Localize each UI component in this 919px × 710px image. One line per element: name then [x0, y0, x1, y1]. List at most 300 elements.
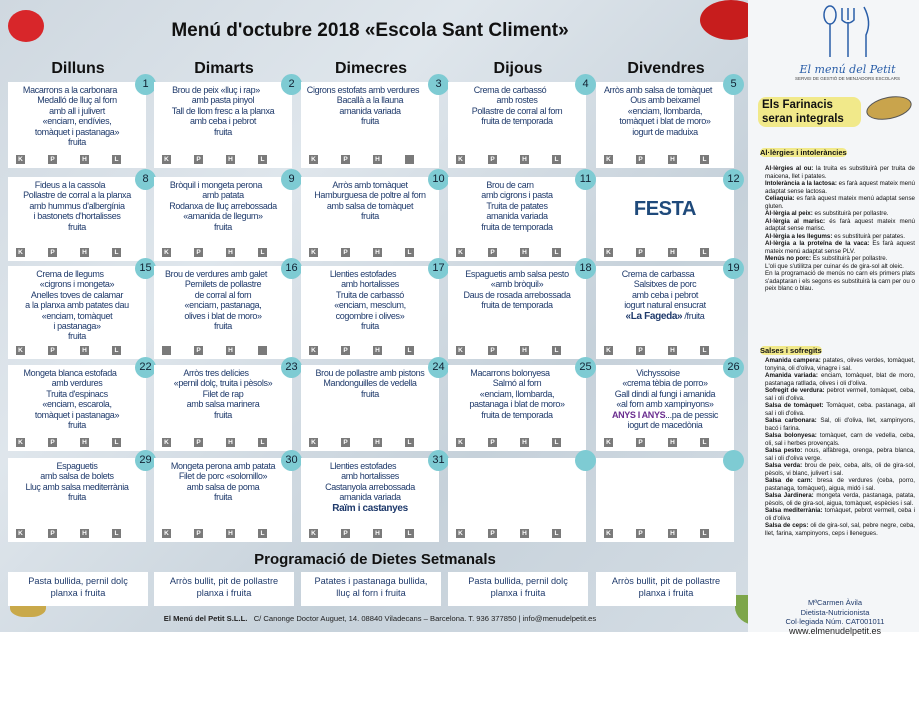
sauces-item	[765, 357, 915, 372]
allergen-badge: H	[373, 155, 382, 164]
menu-line: Crema de carbassa	[621, 269, 695, 279]
menu-line: amb all i julivert	[49, 105, 105, 116]
sauces-text: Tomàquet, ceba. pastanaga, all sal i oli d'oliva.	[765, 402, 916, 417]
allergen-badge: P	[194, 346, 203, 355]
menu-line: Tall de llom fresc a la planxa	[171, 105, 275, 116]
allergen-badge: K	[456, 346, 465, 355]
menu-line: Llenties estofades	[329, 461, 397, 471]
sauces-item	[765, 372, 915, 387]
sauces-text: oli de gira-sol, sal, pebre negre, ceba, llet, farina, xampinyons, ceps i llenegues.	[765, 522, 915, 537]
signature-role: Dietista-Nutricionista	[800, 607, 870, 617]
footer	[100, 614, 660, 623]
menu-line: Gall dindi al fungi i amanida	[614, 388, 716, 399]
allergen-badge: L	[405, 248, 414, 257]
allergen-badge: P	[48, 438, 57, 447]
sauces-label: Salsa de carn:	[765, 477, 813, 484]
menu-line	[598, 311, 732, 322]
diet-line: planxa i fruita	[50, 588, 106, 598]
allergen-badge: L	[112, 529, 121, 538]
allergen-badge: L	[405, 346, 414, 355]
day-cell	[596, 78, 737, 168]
day-number-badge	[723, 450, 744, 471]
menu-line: «enciam, mesclum,	[334, 300, 406, 311]
sauces-label: Salsa bolonyesa:	[765, 432, 817, 439]
menu-line: Mandonguilles de vedella	[323, 378, 417, 389]
allergen-badge: K	[162, 529, 171, 538]
allergen-badge: H	[373, 346, 382, 355]
menu-line: Truita de patates	[486, 200, 548, 211]
allergen-badge: K	[456, 529, 465, 538]
menu-line: Pollastre de corral a la planxa	[23, 190, 131, 201]
menu-line: fruita	[68, 331, 86, 342]
day-cell	[448, 262, 592, 359]
menu-line: «enciam, llombarda,	[479, 388, 555, 399]
menu-line: amb ceba i pebrot	[189, 116, 257, 127]
menu-line: tomàquet i blat de moro»	[619, 116, 711, 127]
menu-line: amb salsa marinera	[186, 399, 260, 410]
allergen-badge: H	[520, 346, 529, 355]
menu-line: pastanaga i blat de moro»	[469, 399, 565, 410]
menu-line: «amanida de llegum»	[183, 211, 263, 222]
allergen-badge: H	[668, 248, 677, 257]
menu-text	[450, 269, 584, 311]
page-title: Menú d'octubre 2018 «Escola Sant Climent»	[171, 20, 569, 41]
diet-box	[154, 572, 294, 606]
day-header-0: Dilluns	[51, 60, 105, 77]
allergen-badge: H	[80, 155, 89, 164]
menu-text	[156, 368, 290, 420]
menu-line: Arròs amb tomàquet	[332, 180, 408, 190]
allergen-badge: L	[552, 438, 561, 447]
allergen-badge: K	[604, 438, 613, 447]
day-cell	[154, 78, 295, 168]
menu-line: amb salsa de poma	[186, 481, 260, 492]
sauces-title-text: Salses i sofregits	[760, 346, 822, 355]
day-number-badge: 1	[135, 74, 156, 95]
menu-text	[303, 461, 437, 514]
allergen-badge: K	[16, 438, 25, 447]
menu-line: Arròs amb salsa de tomàquet	[603, 85, 713, 95]
menu-text	[450, 368, 584, 420]
allergen-badge: K	[309, 529, 318, 538]
day-number-badge: 23	[281, 357, 302, 378]
sauces-item	[765, 507, 915, 522]
allergies-text: la truita es substituirà per truita de maicena, llet i patates.	[765, 165, 915, 180]
allergen-badge: K	[16, 248, 25, 257]
menu-line: Filet de porc «solomillo»	[178, 471, 268, 482]
holiday-label: FESTA	[633, 198, 697, 220]
allergies-text: L'oli que s'utilitza per cuinar és de gira-sol alt oleic.	[765, 262, 904, 270]
day-number-badge: 4	[575, 74, 596, 95]
menu-line: Crema de carbassó	[473, 85, 547, 95]
allergen-badge: P	[341, 438, 350, 447]
allergies-title	[760, 148, 847, 157]
menu-line: «enciam, escarola,	[42, 399, 112, 410]
menu-line: fruita	[214, 492, 232, 503]
menu-line: fruita	[361, 321, 379, 332]
menu-text	[598, 269, 732, 322]
allergen-badge: P	[48, 248, 57, 257]
menu-text	[303, 180, 437, 222]
menu-line: Cigrons estofats amb verdures	[306, 85, 420, 95]
menu-line: amb cigrons i pasta	[481, 190, 553, 201]
allergen-badge: P	[194, 155, 203, 164]
sauces-item	[765, 522, 915, 537]
menu-text	[598, 85, 732, 137]
allergies-item	[765, 180, 915, 195]
allergen-badge: K	[16, 529, 25, 538]
signature-license: Col·legiada Núm. CAT001011	[785, 617, 885, 626]
day-cell	[448, 361, 592, 451]
allergies-item	[765, 210, 915, 218]
allergies-list	[765, 165, 915, 293]
menu-line: «cigrons i mongeta»	[39, 279, 115, 290]
allergen-badge: L	[552, 346, 561, 355]
menu-line: Arròs tres delícies	[183, 368, 249, 378]
menu-line: tomàquet i pastanaga»	[34, 409, 120, 420]
allergen-badge: L	[700, 248, 709, 257]
diet-line: planxa i fruita	[196, 588, 252, 598]
day-header-4: Divendres	[627, 60, 705, 77]
sauces-label: Amanida variada:	[765, 372, 818, 379]
allergen-badge: P	[488, 529, 497, 538]
day-number-badge: 5	[723, 74, 744, 95]
day-cell	[596, 458, 734, 542]
menu-line: amb verdures	[51, 378, 103, 389]
allergen-badge: K	[16, 346, 25, 355]
signature	[760, 598, 910, 636]
menu-line: Brou de carn	[486, 180, 534, 190]
sauces-label: Sofregit de verdura:	[765, 387, 825, 394]
menu-line: Ous amb beixamel	[630, 95, 700, 106]
menu-line: amb hortalisses	[341, 279, 399, 290]
allergen-badge: P	[636, 155, 645, 164]
allergen-badge: P	[636, 529, 645, 538]
menu-line: fruita	[361, 388, 379, 399]
allergies-label: Celiaquia:	[765, 195, 795, 202]
allergies-item	[765, 255, 915, 263]
website-link[interactable]: www.elmenudelpetit.es	[788, 625, 882, 636]
allergies-item	[765, 263, 915, 271]
day-header-3: Dijous	[493, 60, 543, 77]
diet-line: lluç al forn i fruita	[336, 588, 406, 598]
logo-name: El menú del Petit	[799, 63, 896, 76]
menu-line-part: Raïm i castanyes	[332, 502, 408, 514]
allergen-badge: P	[341, 529, 350, 538]
allergen-badge: H	[226, 438, 235, 447]
menu-text	[450, 85, 584, 127]
day-header-1: Dimarts	[194, 60, 254, 77]
day-number-badge: 26	[723, 357, 744, 378]
sidebar	[748, 0, 919, 632]
menu-line: Hamburguesa de poltre al forn	[314, 190, 426, 201]
allergen-badge: H	[226, 248, 235, 257]
menu-line: fruita de temporada	[481, 221, 553, 232]
allergen-badge: H	[668, 529, 677, 538]
signature-name: MªCarmen Àvila	[807, 598, 863, 607]
allergen-badge: H	[668, 155, 677, 164]
menu-line: amanida variada	[339, 105, 401, 116]
menu-line: «enciam, llombarda,	[627, 105, 703, 116]
allergen-badge: H	[226, 346, 235, 355]
day-cell	[596, 173, 740, 261]
footer-company: El Menú del Petit S.L.L.	[163, 614, 248, 623]
menu-line: fruita	[214, 321, 232, 332]
menu-line: Fideus a la cassola	[34, 180, 106, 190]
menu-line: fruita	[214, 409, 232, 420]
sauces-item	[765, 432, 915, 447]
menu-line: fruita	[361, 211, 379, 222]
sauces-label: Salsa de tomàquet:	[765, 402, 824, 409]
sauces-item	[765, 402, 915, 417]
day-cell	[154, 262, 298, 359]
menu-line: amb salsa de bolets	[40, 471, 114, 482]
menu-text	[156, 269, 290, 331]
allergen-badge: L	[700, 346, 709, 355]
menu-line: Llenties estofades	[329, 269, 397, 279]
allergen-badge: H	[520, 155, 529, 164]
day-cell	[8, 173, 149, 261]
day-cell	[8, 454, 152, 542]
sauces-text: pebrot vermell, tomàquet, ceba, sal i oli d'oliva.	[765, 387, 916, 402]
day-number-badge: 19	[723, 258, 744, 279]
menu-line: Salsitxes de porc	[633, 279, 697, 290]
menu-line-part: ...pa de pessic	[665, 409, 719, 420]
menu-text	[303, 368, 437, 399]
day-cell	[301, 173, 445, 261]
sauces-item	[765, 462, 915, 477]
menu-line: fruita	[68, 492, 86, 503]
menu-line: Brou de pollastre amb pistons	[315, 368, 425, 378]
menu-line: amb pasta pinyol	[191, 95, 255, 106]
allergen-badge: L	[112, 155, 121, 164]
day-number-badge: 16	[281, 258, 302, 279]
day-cell	[301, 454, 445, 542]
menu-line: fruita de temporada	[481, 300, 553, 311]
menu-line: olives i blat de moro»	[184, 310, 262, 321]
menu-line: a la planxa amb patates dau	[25, 300, 129, 311]
day-cell	[154, 454, 298, 542]
allergen-badge: K	[456, 438, 465, 447]
allergen-badge: K	[456, 248, 465, 257]
sauces-title	[760, 346, 822, 355]
day-number-badge: 8	[135, 169, 156, 190]
allergen-badge: H	[520, 529, 529, 538]
menu-line: amb rostes	[496, 95, 538, 106]
sauces-text: nous, alfàbrega, orenga, pebra blanca, sal i oli d'oliva verge.	[765, 447, 915, 462]
menu-line: fruita	[68, 420, 86, 431]
sauces-label: Salsa verda:	[765, 462, 803, 469]
menu-line-part: ANYS I ANYS	[611, 409, 666, 420]
farinacis-text: Els Farinacis seran integrals	[762, 99, 844, 125]
allergen-badge: K	[604, 346, 613, 355]
menu-line: Castanyola arrebossada	[325, 481, 415, 492]
menu-line: de corral al forn	[194, 289, 252, 300]
allergen-badge: L	[258, 248, 267, 257]
menu-line: Brou de verdures amb galet	[165, 269, 267, 279]
menu-line: Pollastre de corral al forn	[471, 105, 563, 116]
day-number-badge: 22	[135, 357, 156, 378]
sauces-list	[765, 357, 915, 537]
day-header-2: Dimecres	[334, 60, 408, 77]
menu-text	[10, 461, 144, 503]
allergen-badge: L	[405, 438, 414, 447]
allergies-label: Al·lèrgia al peix:	[765, 210, 813, 217]
menu-line: Pernilets de pollastre	[184, 279, 262, 290]
menu-line: fruita	[68, 221, 86, 232]
day-number-badge: 10	[428, 169, 449, 190]
allergen-badge: L	[552, 248, 561, 257]
day-number-badge: 18	[575, 258, 596, 279]
sauces-text: tomàquet, pebrot vermell, ceba i oli d'oliva	[765, 507, 915, 522]
allergies-item	[765, 165, 915, 180]
day-number-badge: 17	[428, 258, 449, 279]
allergen-badge: L	[700, 438, 709, 447]
allergen-badge: H	[80, 438, 89, 447]
allergen-badge: H	[80, 346, 89, 355]
menu-line: Salmó al forn	[492, 378, 542, 389]
day-cell	[301, 361, 445, 451]
diet-line: planxa i fruita	[490, 588, 546, 598]
allergen-badge: K	[604, 155, 613, 164]
menu-text	[156, 180, 290, 232]
allergen-badge: P	[341, 248, 350, 257]
allergies-text: es substituirà per patates.	[834, 232, 905, 240]
allergen-badge: P	[636, 346, 645, 355]
day-number-badge: 2	[281, 74, 302, 95]
allergen-badge: K	[309, 155, 318, 164]
sauces-text: enciam, tomàquet, blat de moro, pastanaga ratllada, olives i oli d'oliva.	[765, 372, 915, 387]
menu-line: Mongeta blanca estofada	[23, 368, 117, 378]
menu-line: Crema de llegums	[36, 269, 104, 279]
allergen-badge: L	[112, 438, 121, 447]
diet-line: Patates i pastanaga bullida,	[314, 576, 428, 586]
allergies-title-text: Al·lèrgies i intoleràncies	[760, 148, 847, 157]
allergen-badge: L	[112, 248, 121, 257]
allergen-badge: P	[48, 346, 57, 355]
strawberry-icon	[8, 10, 44, 42]
menu-line: fruita	[214, 221, 232, 232]
menu-text	[156, 461, 290, 503]
allergen-badge: H	[668, 438, 677, 447]
diet-box	[8, 572, 148, 606]
sauces-item	[765, 447, 915, 462]
allergies-label: Menús no porc:	[765, 255, 812, 262]
menu-line: Daus de rosada arrebossada	[463, 289, 571, 300]
day-cell	[596, 262, 740, 359]
allergen-badge: L	[405, 529, 414, 538]
day-cell	[8, 262, 152, 359]
menu-line: «enciam, endívies,	[42, 116, 112, 127]
sauces-label: Salsa pesto:	[765, 447, 803, 454]
footer-address: C/ Canonge Doctor Auguet, 14. 08840 Viladecans – Barcelona. T. 936 377850 | info@menudelpetit.es	[253, 614, 597, 623]
sauces-label: Salsa mediterrània:	[765, 507, 823, 514]
sauces-label: Salsa de ceps:	[765, 522, 809, 529]
day-cell	[301, 78, 442, 168]
diet-box	[448, 572, 588, 606]
menu-line: amb hummus d'albergínia	[29, 200, 125, 211]
day-number-badge: 25	[575, 357, 596, 378]
day-cell	[448, 78, 589, 168]
allergen-badge: K	[456, 155, 465, 164]
allergies-item	[765, 270, 915, 293]
allergen-badge: H	[520, 438, 529, 447]
day-number-badge: 30	[281, 450, 302, 471]
allergen-badge: L	[258, 529, 267, 538]
diet-box	[596, 572, 736, 606]
allergies-label: Al·lèrgies al ou:	[765, 165, 814, 172]
menu-line: «amb bròquil»	[490, 279, 544, 290]
menu-line: Vichyssoise	[636, 368, 680, 378]
allergen-badge: H	[80, 248, 89, 257]
diets-title: Programació de Dietes Setmanals	[254, 551, 496, 568]
allergen-badge: P	[48, 529, 57, 538]
sauces-item	[765, 477, 915, 492]
allergies-text: Es substituirà per pollastre.	[812, 255, 888, 262]
menu-line: «pernil dolç, truita i pèsols»	[173, 378, 273, 389]
day-number-badge: 29	[135, 450, 156, 471]
menu-line: Truita d'espinacs	[46, 388, 108, 399]
menu-text	[450, 180, 584, 232]
allergen-badge	[162, 346, 171, 355]
allergen-badge: P	[194, 529, 203, 538]
allergies-text: és farà aquest mateix menú adaptat sense marisc.	[765, 217, 915, 232]
menu-line: fruita	[214, 126, 232, 137]
menu-line: «crema tèbia de porro»	[622, 378, 708, 389]
menu-line-part: /fruita	[682, 310, 705, 321]
diet-line: Pasta bullida, pernil dolç	[28, 576, 128, 586]
allergen-badge: H	[373, 248, 382, 257]
allergen-badge: H	[520, 248, 529, 257]
diet-box	[301, 572, 441, 606]
menu-text	[10, 180, 144, 232]
day-cell	[154, 173, 295, 261]
menu-line: amb patata	[202, 190, 244, 201]
menu-line: amanida variada	[486, 211, 548, 222]
day-number-badge: 11	[575, 169, 596, 190]
allergen-badge: P	[194, 438, 203, 447]
day-cell	[8, 78, 149, 168]
allergen-badge: K	[162, 438, 171, 447]
menu-line: iogurt de maduixa	[632, 126, 698, 137]
allergen-badge: P	[488, 155, 497, 164]
allergen-badge: L	[700, 529, 709, 538]
allergen-badge: K	[309, 346, 318, 355]
menu-line: iogurt de macedònia	[627, 420, 703, 431]
menu-line: «enciam, tomàquet	[41, 310, 113, 321]
menu-line	[598, 410, 732, 420]
sauces-text: bresa de verdures (ceba, porro, pastanaga, tomàquet), aigua, midó i sal.	[765, 477, 915, 492]
sauces-item	[765, 492, 915, 507]
menu-line: fruita	[68, 137, 86, 148]
allergen-badge: L	[258, 155, 267, 164]
diet-line: planxa i fruita	[638, 588, 694, 598]
allergies-text: es farà aquest mateix menú adaptat sense gluten.	[765, 195, 915, 210]
menu-line: Mongeta perona amb patata	[170, 461, 276, 471]
allergen-badge: K	[162, 248, 171, 257]
sauces-label: Salsa Jardinera:	[765, 492, 814, 499]
sauces-item	[765, 417, 915, 432]
menu-line: «al forn amb xampinyons»	[616, 399, 714, 410]
menu-line: Truita de carbassó	[336, 289, 404, 300]
allergen-badge: L	[112, 346, 121, 355]
menu-line	[303, 503, 437, 514]
menu-line: Lluç amb salsa mediterrània	[25, 481, 129, 492]
allergen-badge	[405, 155, 414, 164]
allergen-badge: K	[162, 155, 171, 164]
menu-line: cogombre i olives»	[335, 310, 405, 321]
menu-text	[303, 269, 437, 331]
